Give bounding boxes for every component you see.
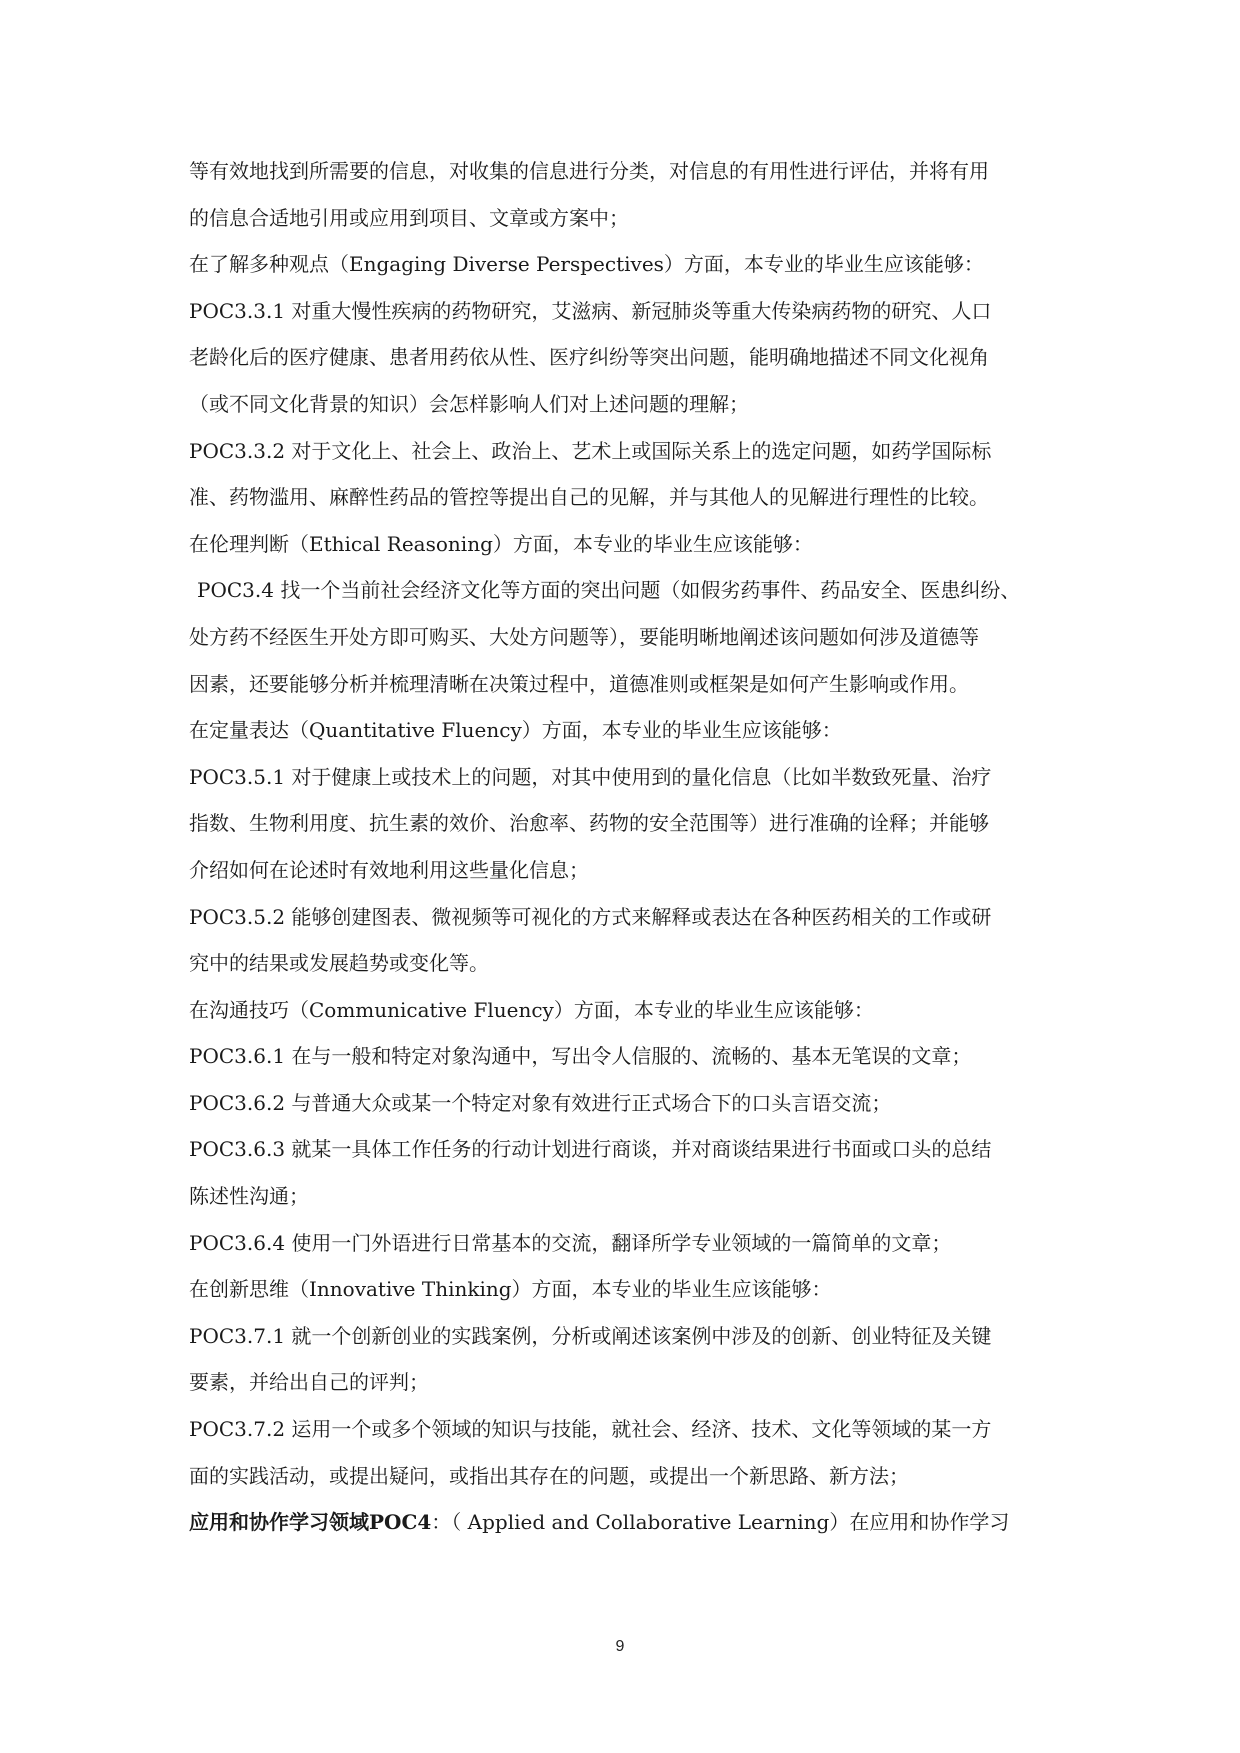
text-line: 处方药不经医生开处方即可购买、大处方问题等），要能明晰地阐述该问题如何涉及道德等 [189, 624, 979, 649]
text-line: POC3.6.2 与普通大众或某一个特定对象有效进行正式场合下的口头言语交流； [189, 1090, 892, 1115]
section-heading-line: 在定量表达（Quantitative Fluency）方面，本专业的毕业生应该能够： [189, 718, 842, 743]
text-line: POC3.5.2 能够创建图表、微视频等可视化的方式来解释或表达在各种医药相关的工作或研 [189, 904, 992, 929]
domain-heading-rest: ：（ Applied and Collaborative Learning）在应用和协作学习 [431, 1510, 1010, 1535]
domain-heading-bold: 应用和协作学习领域POC4 [189, 1510, 432, 1535]
text-line: 等有效地找到所需要的信息，对收集的信息进行分类，对信息的有用性进行评估，并将有用 [189, 159, 989, 183]
section-heading-line: 在了解多种观点（Engaging Diverse Perspectives）方面，本专业的毕业生应该能够： [189, 252, 984, 277]
body-text [189, 148, 1059, 1546]
text-line: 因素，还要能够分析并梳理清晰在决策过程中，道德准则或框架是如何产生影响或作用。 [189, 671, 969, 696]
text-line: 准、药物滥用、麻醉性药品的管控等提出自己的见解，并与其他人的见解进行理性的比较。 [189, 485, 989, 510]
text-line: POC3.3.2 对于文化上、社会上、政治上、艺术上或国际关系上的选定问题，如药学国际标 [189, 438, 992, 463]
text-line: POC3.5.1 对于健康上或技术上的问题，对其中使用到的量化信息（比如半数致死量、治疗 [189, 764, 992, 789]
text-line: 面的实践活动，或提出疑问，或指出其存在的问题，或提出一个新思路、新方法； [189, 1463, 909, 1488]
text-line: 陈述性沟通； [189, 1184, 309, 1209]
text-line: POC3.7.2 运用一个或多个领域的知识与技能，就社会、经济、技术、文化等领域的某一方 [189, 1417, 992, 1442]
text-line: POC3.4 找一个当前社会经济文化等方面的突出问题（如假劣药事件、药品安全、医患纠纷、 [197, 578, 1021, 603]
text-line: （或不同文化背景的知识）会怎样影响人们对上述问题的理解； [189, 391, 749, 416]
text-line: 老龄化后的医疗健康、患者用药依从性、医疗纠纷等突出问题，能明确地描述不同文化视角 [189, 345, 989, 370]
text-line: 究中的结果或发展趋势或变化等。 [189, 951, 489, 976]
text-line: POC3.3.1 对重大慢性疾病的药物研究，艾滋病、新冠肺炎等重大传染病药物的研究、人口 [189, 298, 992, 323]
section-heading-line: 在伦理判断（Ethical Reasoning）方面，本专业的毕业生应该能够： [189, 531, 813, 556]
text-line: POC3.6.3 就某一具体工作任务的行动计划进行商谈，并对商谈结果进行书面或口头的总结 [189, 1137, 992, 1162]
text-line: POC3.6.1 在与一般和特定对象沟通中，写出令人信服的、流畅的、基本无笔误的文章； [189, 1044, 972, 1069]
text-line: POC3.6.4 使用一门外语进行日常基本的交流，翻译所学专业领域的一篇简单的文章； [189, 1230, 952, 1255]
text-line: 要素，并给出自己的评判； [189, 1370, 429, 1395]
text-line: 的信息合适地引用或应用到项目、文章或方案中； [189, 205, 629, 230]
section-heading-line: 在沟通技巧（Communicative Fluency）方面，本专业的毕业生应该能够： [189, 997, 874, 1022]
section-heading-line: 在创新思维（Innovative Thinking）方面，本专业的毕业生应该能够： [189, 1277, 832, 1302]
page-number: 9 [615, 1638, 625, 1655]
text-line: 介绍如何在论述时有效地利用这些量化信息； [189, 857, 589, 882]
text-line: 指数、生物利用度、抗生素的效价、治愈率、药物的安全范围等）进行准确的诠释；并能够 [189, 811, 989, 836]
text-line: POC3.7.1 就一个创新创业的实践案例，分析或阐述该案例中涉及的创新、创业特征及关键 [189, 1323, 992, 1348]
domain-heading-line [189, 1499, 1059, 1546]
